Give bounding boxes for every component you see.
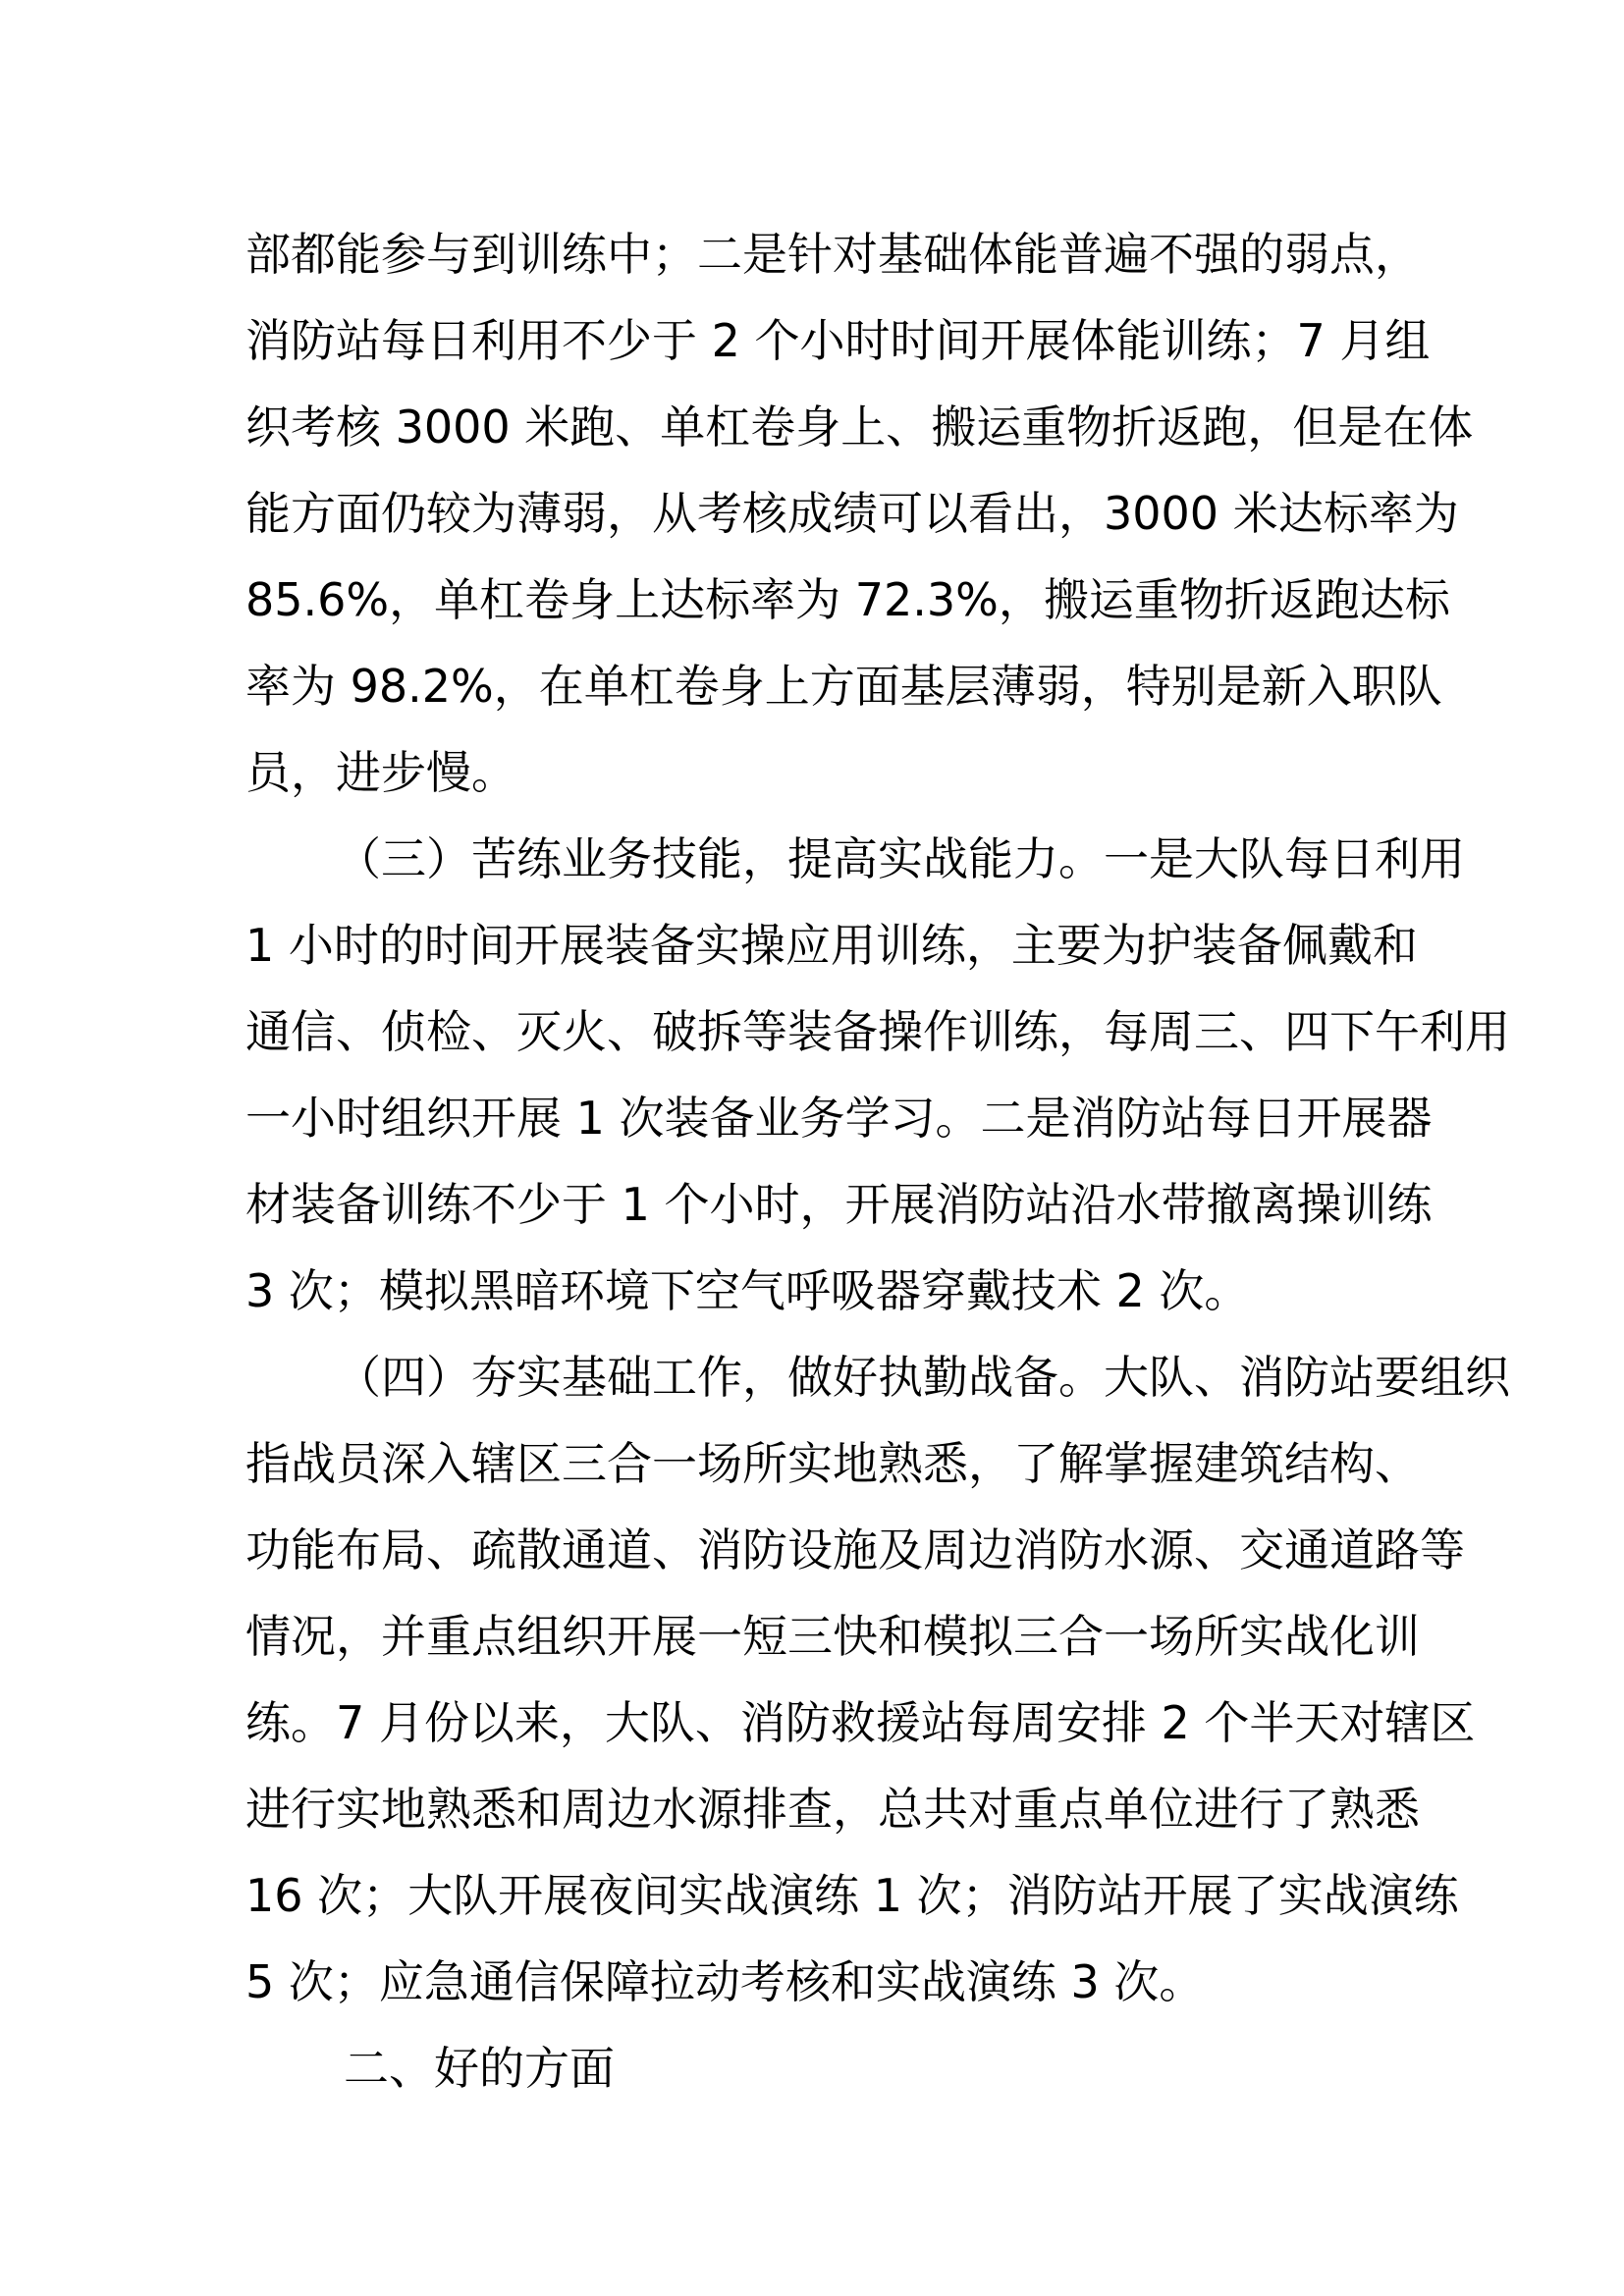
section-heading: 二、好的方面	[344, 2042, 615, 2095]
text-line: 5 次；应急通信保障拉动考核和实战演练 3 次。	[245, 1955, 1205, 2008]
text-line: 率为 98.2%，在单杠卷身上方面基层薄弱，特别是新入职队	[245, 660, 1442, 713]
text-line: 部都能参与到训练中；二是针对基础体能普遍不强的弱点，	[245, 228, 1420, 281]
text-line: 通信、侦检、灭火、破拆等装备操作训练，每周三、四下午利用	[245, 1005, 1510, 1058]
text-line: 3 次；模拟黑暗环境下空气呼吸器穿戴技术 2 次。	[245, 1264, 1250, 1317]
paragraph-first-line: （三）苦练业务技能，提高实战能力。一是大队每日利用	[336, 832, 1465, 885]
text-line: 16 次；大队开展夜间实战演练 1 次；消防站开展了实战演练	[245, 1869, 1459, 1922]
text-line: 进行实地熟悉和周边水源排查，总共对重点单位进行了熟悉	[245, 1783, 1420, 1836]
text-line: 练。7 月份以来，大队、消防救援站每周安排 2 个半天对辖区	[245, 1696, 1476, 1749]
document-body	[245, 211, 1510, 2111]
text-line: 能方面仍较为薄弱，从考核成绩可以看出，3000 米达标率为	[245, 487, 1459, 540]
text-line: 织考核 3000 米跑、单杠卷身上、搬运重物折返跑，但是在体	[245, 400, 1474, 454]
text-line: 员，进步慢。	[245, 746, 516, 799]
paragraph-skills-training	[245, 816, 1510, 1334]
text-line: 1 小时的时间开展装备实操应用训练，主要为护装备佩戴和	[245, 919, 1418, 972]
text-line: 材装备训练不少于 1 个小时，开展消防站沿水带撤离操训练	[245, 1178, 1433, 1231]
text-line: 85.6%，单杠卷身上达标率为 72.3%，搬运重物折返跑达标	[245, 573, 1450, 626]
text-line: 功能布局、疏散通道、消防设施及周边消防水源、交通道路等	[245, 1523, 1465, 1576]
text-line: 指战员深入辖区三合一场所实地熟悉，了解掌握建筑结构、	[245, 1437, 1420, 1490]
paragraph-physical-training	[245, 211, 1474, 816]
paragraph-foundation-work	[245, 1334, 1510, 2025]
text-line: 一小时组织开展 1 次装备业务学习。二是消防站每日开展器	[245, 1092, 1433, 1145]
text-line: 消防站每日利用不少于 2 个小时时间开展体能训练；7 月组	[245, 314, 1431, 367]
paragraph-first-line: （四）夯实基础工作，做好执勤战备。大队、消防站要组织	[336, 1351, 1510, 1404]
text-line: 情况，并重点组织开展一短三快和模拟三合一场所实战化训	[245, 1610, 1420, 1663]
